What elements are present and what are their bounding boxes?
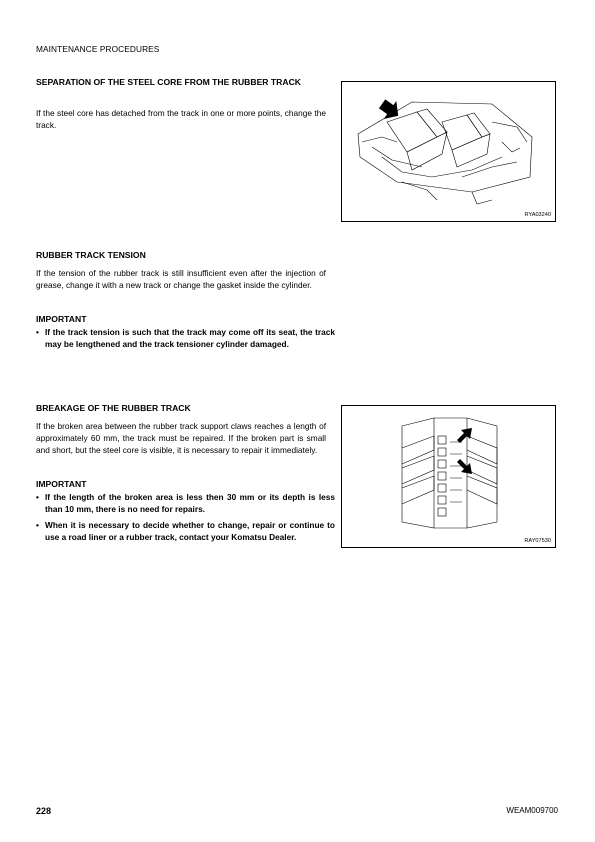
figure-code: RAY07530 [524, 538, 551, 544]
section-body-track-tension: If the tension of the rubber track is still insufficient even after the injection of grease, change it with a new track or change the gasket inside the cylinder. [36, 268, 326, 290]
important-bullet: • If the length of the broken area is less then 30 mm or its depth is less than 10 mm, there is no need for repairs. [36, 491, 335, 515]
document-code: WEAM009700 [506, 806, 558, 815]
rubber-track-breakage-illustration [342, 406, 555, 547]
figure-code: RYA03240 [524, 212, 551, 218]
important-bullet: • When it is necessary to decide whether to change, repair or continue to use a road liner or a rubber track, contact your Komatsu Dealer. [36, 519, 335, 543]
page-header: MAINTENANCE PROCEDURES [36, 44, 160, 54]
important-label: IMPORTANT [36, 479, 87, 489]
steel-core-separation-illustration [342, 82, 555, 221]
section-body-steel-core: If the steel core has detached from the track in one or more points, change the track. [36, 108, 326, 130]
section-title-track-breakage: BREAKAGE OF THE RUBBER TRACK [36, 403, 191, 413]
figure-steel-core [341, 81, 556, 222]
section-body-track-breakage: If the broken area between the rubber track support claws reaches a length of approximately 60 mm, the track must be repaired. If the broken part is small and short, but the steel core is visible, it is necessary to repair it immediately. [36, 421, 326, 455]
page-number: 228 [36, 806, 52, 816]
section-title-steel-core: SEPARATION OF THE STEEL CORE FROM THE RUBBER TRACK [36, 77, 301, 87]
section-title-track-tension: RUBBER TRACK TENSION [36, 250, 146, 260]
figure-track-breakage [341, 405, 556, 548]
important-label: IMPORTANT [36, 314, 87, 324]
important-bullet: • If the track tension is such that the track may come off its seat, the track may be lengthened and the track tensioner cylinder damaged. [36, 326, 335, 350]
